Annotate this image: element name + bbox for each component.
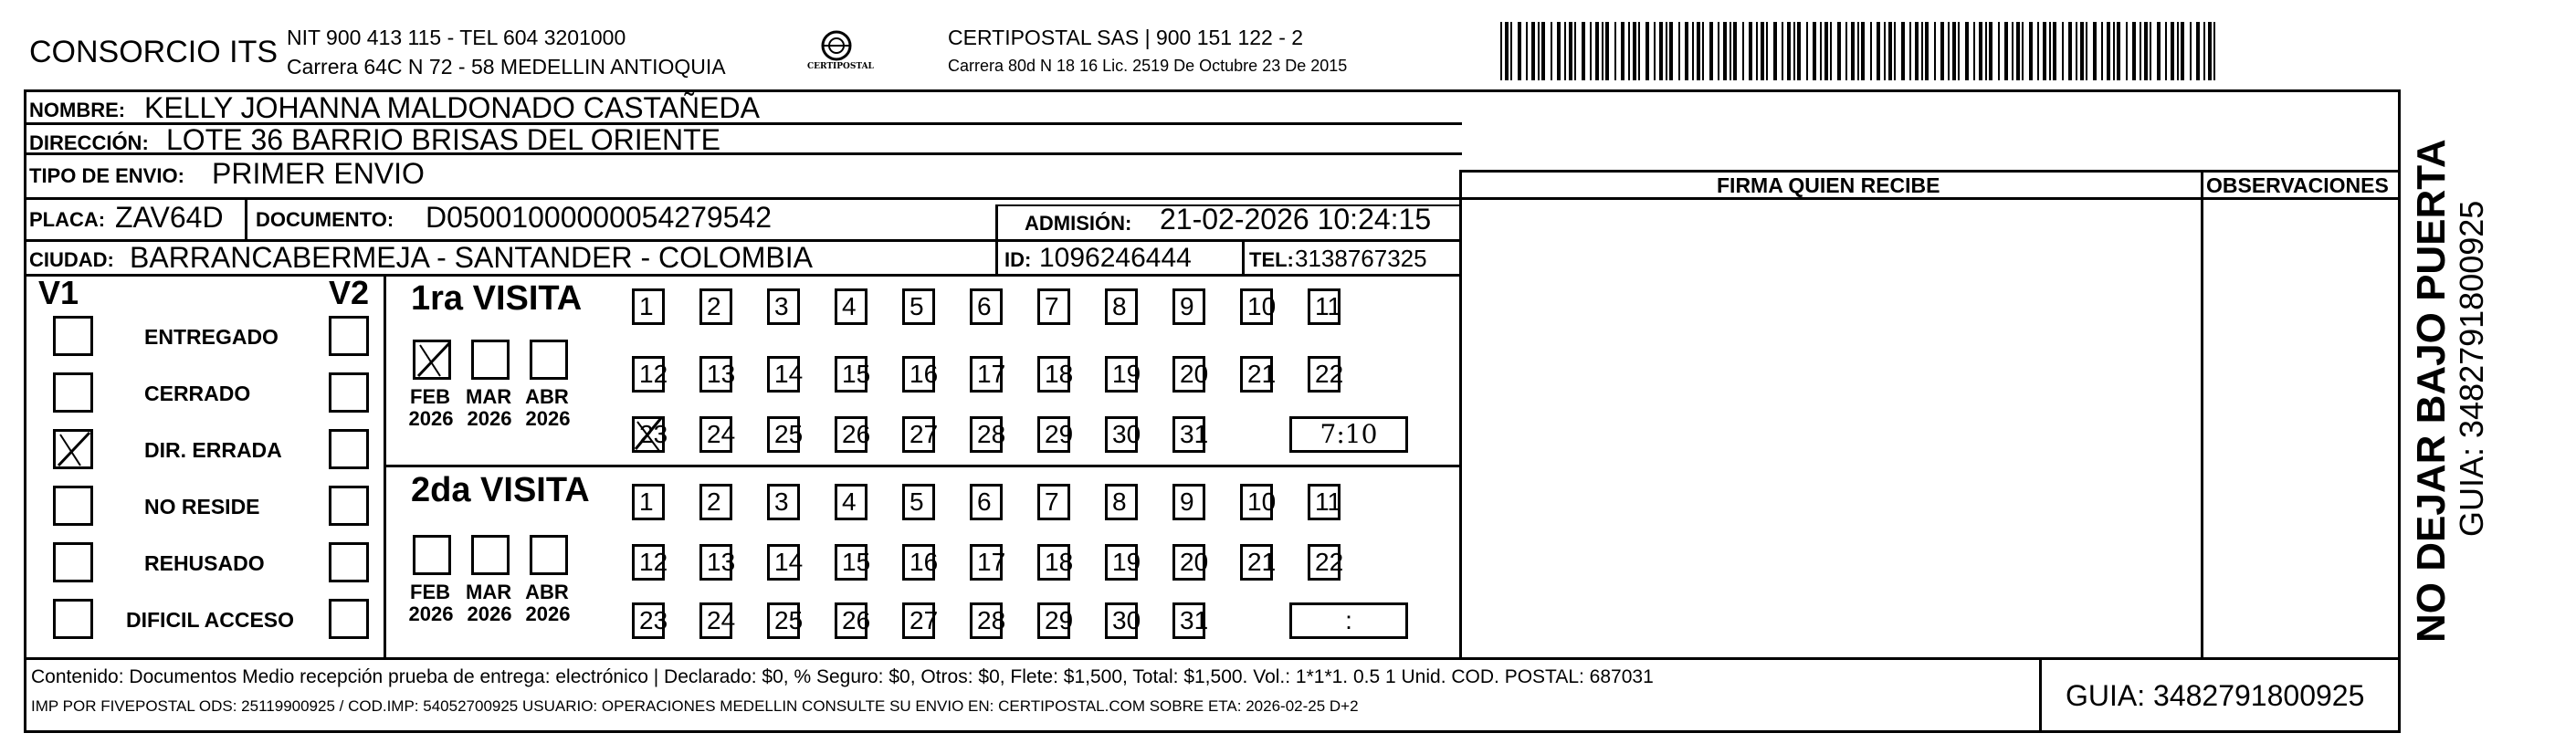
day-box[interactable]: 15 (835, 544, 867, 581)
barcode-bar (2037, 22, 2039, 80)
day-box[interactable]: 9 (1172, 288, 1205, 325)
v1-checkbox[interactable] (53, 599, 93, 639)
barcode-bar (1645, 22, 1649, 80)
v2-label: V2 (329, 274, 370, 311)
day-box[interactable]: 6 (970, 288, 1003, 325)
v1-checkbox[interactable] (53, 429, 93, 469)
barcode-bar (1538, 22, 1540, 80)
barcode-bar (1787, 22, 1791, 80)
status-label: NO RESIDE (144, 495, 260, 518)
barcode-bar (2213, 22, 2215, 80)
year-label: 2026 (525, 407, 571, 430)
barcode-bar (1824, 22, 1828, 80)
barcode-bar (1551, 22, 1552, 80)
day-box[interactable]: 24 (699, 602, 732, 639)
documento-label: DOCUMENTO: (256, 208, 394, 231)
barcode-bar (2113, 22, 2115, 80)
barcode-bar (2101, 22, 2103, 80)
barcode-bar (1884, 22, 1886, 80)
barcode-bar (2107, 22, 2110, 80)
imp-line: IMP POR FIVEPOSTAL ODS: 25119900925 / COD.IMP: 54052700925 USUARIO: OPERACIONES MEDELLIN CONSULTE SU ENVIO EN: CERTIPOSTAL.COM SOBRE ETA: 2026-02-25 D+2 (31, 697, 1359, 715)
month-checkbox[interactable] (413, 535, 451, 575)
barcode-bar (1985, 22, 1987, 80)
ciudad-value: BARRANCABERMEJA - SANTANDER - COLOMBIA (130, 241, 813, 274)
barcode-bar (1948, 22, 1950, 80)
ciudad-label: CIUDAD: (29, 248, 114, 271)
status-label: DIR. ERRADA (144, 438, 282, 462)
certipostal-line: CERTIPOSTAL SAS | 900 151 122 - 2 (948, 26, 1304, 49)
barcode-bar (1654, 22, 1656, 80)
barcode-bar (1564, 22, 1566, 80)
day-box[interactable]: 22 (1308, 544, 1341, 581)
direccion-value: LOTE 36 BARRIO BRISAS DEL ORIENTE (166, 123, 720, 156)
barcode-bar (1925, 22, 1929, 80)
barcode-bar (2181, 22, 2184, 80)
admision-value: 21-02-2026 10:24:15 (1160, 203, 1432, 236)
barcode-bar (1797, 22, 1801, 80)
year-label: 2026 (467, 407, 512, 430)
day-box[interactable]: 13 (699, 356, 732, 393)
month-checkbox[interactable] (471, 535, 510, 575)
nombre-value: KELLY JOHANNA MALDONADO CASTAÑEDA (144, 91, 760, 124)
day-box[interactable]: 8 (1105, 288, 1138, 325)
tel-value: 3138767325 (1295, 245, 1427, 272)
barcode-bar (1678, 22, 1680, 80)
day-box[interactable]: 8 (1105, 484, 1138, 520)
second-visit-title: 2da VISITA (411, 471, 590, 509)
placa-label: PLACA: (29, 208, 106, 231)
barcode-bar (1500, 22, 1502, 80)
barcode-bar (1702, 22, 1704, 80)
v2-checkbox[interactable] (329, 599, 369, 639)
side-guia: GUIA: 3482791800925 (2453, 200, 2490, 537)
day-box[interactable]: 12 (632, 544, 665, 581)
barcode-bar (1806, 22, 1808, 80)
barcode-bar (1730, 22, 1731, 80)
barcode-bar (2190, 22, 2192, 80)
month-label: MAR (466, 385, 512, 408)
day-box[interactable]: 2 (699, 288, 732, 325)
barcode-bar (1894, 22, 1896, 80)
barcode-bar (2144, 22, 2148, 80)
barcode-bar (1692, 22, 1694, 80)
side-warning: NO DEJAR BAJO PUERTA (2409, 139, 2454, 643)
first-visit-title: 1ra VISITA (411, 279, 583, 318)
status-label: DIFICIL ACCESO (126, 608, 295, 632)
month-checkbox[interactable] (530, 535, 568, 575)
year-label: 2026 (408, 602, 454, 625)
time-box[interactable]: 7:10 (1289, 416, 1408, 453)
month-label: MAR (466, 581, 512, 603)
day-box[interactable]: 21 (1240, 356, 1273, 393)
day-box[interactable]: 17 (970, 544, 1003, 581)
barcode-bar (1614, 22, 1616, 80)
barcode-bar (1921, 22, 1923, 80)
day-box[interactable]: 13 (699, 544, 732, 581)
time-box[interactable]: : (1289, 602, 1408, 639)
barcode-bar (1557, 22, 1561, 80)
day-box[interactable]: 19 (1105, 356, 1138, 393)
company-address: Carrera 64C N 72 - 58 MEDELLIN ANTIOQUIA (287, 55, 726, 79)
month-checkbox[interactable] (530, 340, 568, 380)
v2-checkbox[interactable] (329, 542, 369, 582)
barcode-bar (2049, 22, 2051, 80)
barcode (1500, 22, 2222, 80)
barcode-bar (1989, 22, 1992, 80)
firma-header: FIRMA QUIEN RECIBE (1717, 173, 1940, 197)
day-box[interactable]: 20 (1172, 356, 1205, 393)
barcode-bar (1756, 22, 1758, 80)
day-box[interactable]: 28 (970, 602, 1003, 639)
barcode-bar (2196, 22, 2200, 80)
day-box[interactable]: 1 (632, 484, 665, 520)
barcode-bar (1526, 22, 1528, 80)
v2-checkbox[interactable] (329, 486, 369, 526)
barcode-bar (1742, 22, 1744, 80)
month-label: FEB (410, 581, 450, 603)
barcode-bar (2053, 22, 2056, 80)
barcode-bar (1666, 22, 1667, 80)
month-label: ABR (525, 581, 569, 603)
month-label: ABR (525, 385, 569, 408)
barcode-bar (1870, 22, 1872, 80)
v1-checkbox[interactable] (53, 316, 93, 356)
barcode-bar (2126, 22, 2128, 80)
day-box[interactable]: 7 (1037, 288, 1070, 325)
barcode-bar (1582, 22, 1585, 80)
day-box[interactable]: 17 (970, 356, 1003, 393)
tipo-envio-label: TIPO DE ENVIO: (29, 164, 184, 187)
barcode-bar (1845, 22, 1847, 80)
barcode-bar (1733, 22, 1737, 80)
barcode-bar (1723, 22, 1727, 80)
barcode-bar (1602, 22, 1603, 80)
day-box[interactable]: 23 (632, 416, 665, 453)
barcode-bar (1979, 22, 1982, 80)
v1-checkbox[interactable] (53, 486, 93, 526)
day-box[interactable]: 18 (1037, 544, 1070, 581)
day-box[interactable]: 5 (902, 288, 935, 325)
day-box[interactable]: 15 (835, 356, 867, 393)
day-box[interactable]: 20 (1172, 544, 1205, 581)
day-box[interactable]: 22 (1308, 356, 1341, 393)
year-label: 2026 (467, 602, 512, 625)
v1-checkbox[interactable] (53, 372, 93, 413)
nombre-label: NOMBRE: (29, 99, 126, 121)
observaciones-header: OBSERVACIONES (2206, 173, 2389, 197)
barcode-bar (1749, 22, 1752, 80)
barcode-bar (2076, 22, 2077, 80)
barcode-bar (1590, 22, 1592, 80)
day-box[interactable]: 30 (1105, 416, 1138, 453)
day-box[interactable]: 26 (835, 602, 867, 639)
barcode-bar (2016, 22, 2020, 80)
status-label: REHUSADO (144, 551, 265, 575)
day-box[interactable]: 3 (767, 484, 800, 520)
barcode-bar (1813, 22, 1816, 80)
barcode-bar (1659, 22, 1663, 80)
barcode-bar (2004, 22, 2008, 80)
day-box[interactable]: 10 (1240, 288, 1273, 325)
barcode-bar (2171, 22, 2174, 80)
barcode-bar (1766, 22, 1768, 80)
day-box[interactable]: 27 (902, 416, 935, 453)
v2-checkbox[interactable] (329, 429, 369, 469)
month-label: FEB (410, 385, 450, 408)
v1-checkbox[interactable] (53, 542, 93, 582)
barcode-bar (2208, 22, 2212, 80)
barcode-bar (1830, 22, 1832, 80)
barcode-bar (1510, 22, 1512, 80)
day-box[interactable]: 25 (767, 416, 800, 453)
barcode-bar (1628, 22, 1630, 80)
barcode-bar (1633, 22, 1636, 80)
barcode-bar (1709, 22, 1713, 80)
barcode-bar (1952, 22, 1956, 80)
logo-text: CERTIPOSTAL (807, 62, 874, 71)
year-label: 2026 (408, 407, 454, 430)
barcode-bar (1773, 22, 1777, 80)
barcode-bar (2157, 22, 2161, 80)
barcode-bar (1718, 22, 1719, 80)
day-box[interactable]: 10 (1240, 484, 1273, 520)
day-box[interactable]: 25 (767, 602, 800, 639)
v1-label: V1 (38, 274, 79, 311)
day-box[interactable]: 4 (835, 288, 867, 325)
day-box[interactable]: 1 (632, 288, 665, 325)
tel-label: TEL: (1249, 248, 1294, 271)
day-box[interactable]: 6 (970, 484, 1003, 520)
day-box[interactable]: 7 (1037, 484, 1070, 520)
barcode-bar (1541, 22, 1545, 80)
day-box[interactable]: 27 (902, 602, 935, 639)
barcode-bar (1638, 22, 1640, 80)
day-box[interactable]: 9 (1172, 484, 1205, 520)
day-box[interactable]: 2 (699, 484, 732, 520)
day-box[interactable]: 29 (1037, 602, 1070, 639)
year-label: 2026 (525, 602, 571, 625)
barcode-bar (2203, 22, 2205, 80)
barcode-bar (2093, 22, 2097, 80)
id-label: ID: (1004, 248, 1032, 271)
barcode-bar (2062, 22, 2064, 80)
barcode-bar (2086, 22, 2087, 80)
certipostal-logo (807, 27, 874, 79)
contenido-line: Contenido: Documentos Medio recepción prueba de entrega: electrónico | Declarado: $0, % Seguro: $0, Otros: $0, Flete: $1,500, Total: $1,500. Vol.: 1*1*1. 0.5 1 Unid. COD. POSTAL: 687031 (31, 666, 1654, 687)
barcode-bar (1973, 22, 1975, 80)
v2-checkbox[interactable] (329, 316, 369, 356)
barcode-bar (1877, 22, 1880, 80)
month-checkbox[interactable] (413, 340, 451, 380)
barcode-bar (2012, 22, 2013, 80)
side-warning-container (2405, 91, 2497, 643)
day-box[interactable]: 31 (1172, 602, 1205, 639)
barcode-bar (1595, 22, 1599, 80)
barcode-bar (1861, 22, 1865, 80)
barcode-bar (1574, 22, 1576, 80)
barcode-bar (1669, 22, 1673, 80)
day-box[interactable]: 11 (1308, 484, 1341, 520)
barcode-bar (1934, 22, 1936, 80)
barcode-bar (2068, 22, 2072, 80)
barcode-bar (1531, 22, 1535, 80)
barcode-bar (1857, 22, 1859, 80)
day-box[interactable]: 26 (835, 416, 867, 453)
barcode-bar (2029, 22, 2033, 80)
barcode-bar (1888, 22, 1892, 80)
day-box[interactable]: 23 (632, 602, 665, 639)
day-box[interactable]: 31 (1172, 416, 1205, 453)
day-box[interactable]: 14 (767, 356, 800, 393)
barcode-bar (2022, 22, 2024, 80)
barcode-bar (1697, 22, 1700, 80)
month-checkbox[interactable] (471, 340, 510, 380)
day-box[interactable]: 18 (1037, 356, 1070, 393)
barcode-bar (2150, 22, 2151, 80)
documento-value: D05001000000054279542 (426, 201, 773, 234)
footer-guia: GUIA: 3482791800925 (2066, 679, 2365, 712)
barcode-bar (1901, 22, 1905, 80)
barcode-bar (1782, 22, 1783, 80)
barcode-bar (2080, 22, 2084, 80)
barcode-bar (1837, 22, 1841, 80)
day-box[interactable]: 14 (767, 544, 800, 581)
barcode-bar (1998, 22, 2000, 80)
day-box[interactable]: 16 (902, 544, 935, 581)
status-label: CERRADO (144, 382, 251, 405)
day-box[interactable]: 21 (1240, 544, 1273, 581)
barcode-bar (1820, 22, 1822, 80)
id-value: 1096246444 (1039, 243, 1192, 273)
day-box[interactable]: 3 (767, 288, 800, 325)
direccion-label: DIRECCIÓN: (29, 131, 149, 154)
tipo-envio-value: PRIMER ENVIO (212, 157, 425, 190)
barcode-bar (1915, 22, 1919, 80)
admision-label: ADMISIÓN: (1025, 212, 1132, 235)
barcode-bar (2177, 22, 2179, 80)
barcode-bar (2132, 22, 2136, 80)
company-name: CONSORCIO ITS (29, 35, 279, 69)
barcode-bar (2117, 22, 2120, 80)
placa-value: ZAV64D (115, 201, 224, 234)
barcode-bar (1761, 22, 1764, 80)
barcode-bar (2140, 22, 2141, 80)
certipostal-address: Carrera 80d N 18 16 Lic. 2519 De Octubre 23 De 2015 (948, 57, 1348, 75)
barcode-bar (1685, 22, 1688, 80)
day-box[interactable]: 4 (835, 484, 867, 520)
barcode-bar (1909, 22, 1911, 80)
v2-checkbox[interactable] (329, 372, 369, 413)
barcode-bar (2165, 22, 2167, 80)
day-box[interactable]: 30 (1105, 602, 1138, 639)
nit-line: NIT 900 413 115 - TEL 604 3201000 (287, 26, 626, 49)
day-box[interactable]: 16 (902, 356, 935, 393)
day-box[interactable]: 29 (1037, 416, 1070, 453)
status-label: ENTREGADO (144, 325, 279, 349)
barcode-bar (1965, 22, 1969, 80)
barcode-bar (1505, 22, 1509, 80)
day-box[interactable]: 5 (902, 484, 935, 520)
barcode-bar (1940, 22, 1944, 80)
day-box[interactable]: 28 (970, 416, 1003, 453)
day-box[interactable]: 24 (699, 416, 732, 453)
barcode-bar (1793, 22, 1795, 80)
barcode-bar (1851, 22, 1855, 80)
barcode-bar (1518, 22, 1521, 80)
barcode-bar (1958, 22, 1960, 80)
day-box[interactable]: 12 (632, 356, 665, 393)
barcode-bar (2043, 22, 2046, 80)
barcode-bar (1569, 22, 1572, 80)
day-box[interactable]: 19 (1105, 544, 1138, 581)
barcode-bar (1605, 22, 1609, 80)
barcode-bar (1621, 22, 1624, 80)
day-box[interactable]: 11 (1308, 288, 1341, 325)
